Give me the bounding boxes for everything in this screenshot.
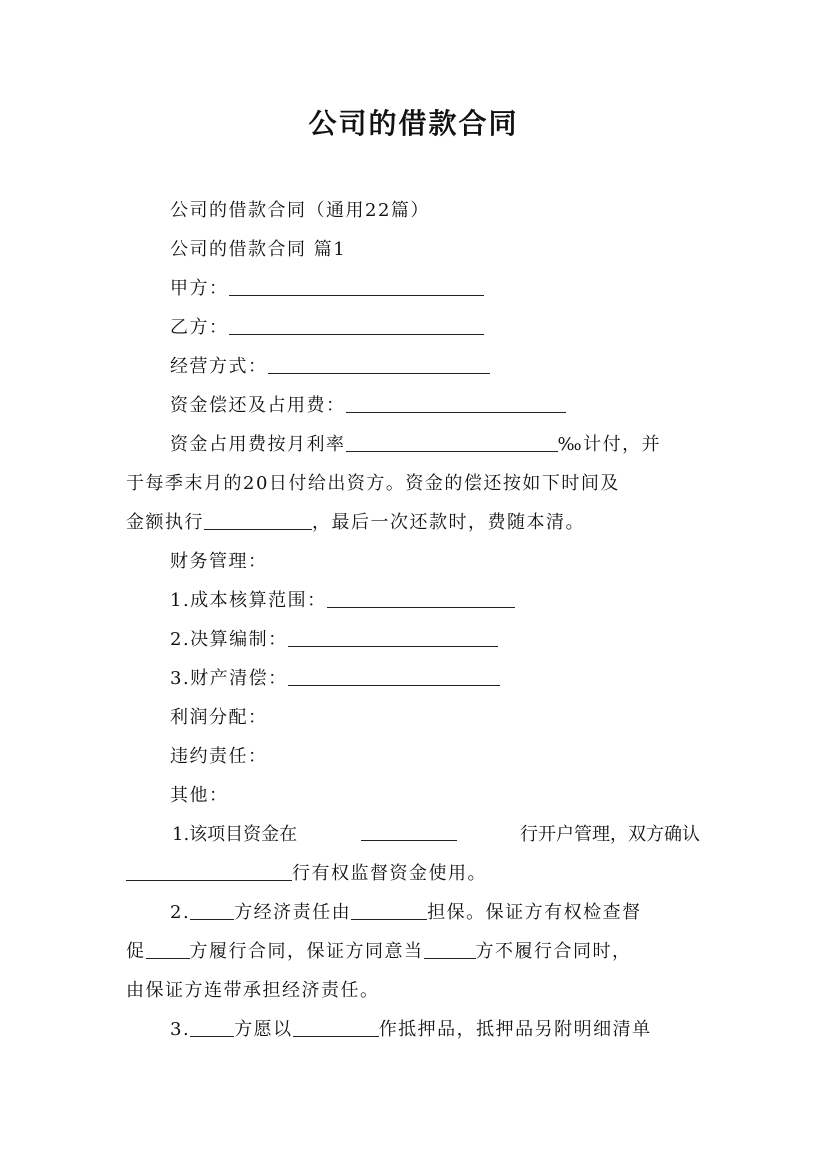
finance-heading: 财务管理： [170, 551, 268, 572]
obligor-blank [146, 940, 190, 959]
final-accounts-blank [288, 628, 498, 647]
cost-scope-blank [327, 589, 515, 608]
liability-heading: 违约责任： [170, 746, 268, 767]
guarantor-blank [351, 901, 427, 920]
collateral-line: 3. 方愿以 作抵押品，抵押品另附明细清单 [170, 1019, 652, 1040]
party-a-line: 甲方： [170, 276, 484, 302]
section-heading: 公司的借款合同 篇1 [170, 239, 347, 260]
business-mode-blank [268, 355, 490, 374]
guarantee-party-blank [190, 901, 234, 920]
pledgor-blank [190, 1018, 234, 1037]
document-title: 公司的借款合同 [308, 107, 519, 140]
amount-line: 金额执行 ，最后一次还款时，费随本清。 [126, 512, 585, 533]
final-accounts-line: 2.决算编制： [170, 627, 498, 653]
supervising-bank-blank [126, 862, 292, 881]
party-a-blank [229, 277, 484, 296]
guarantee-terms-line: 促 方履行合同，保证方同意当 方不履行合同时， [126, 941, 632, 962]
interest-rate-blank [346, 433, 558, 452]
property-settlement-line: 3.财产清偿： [170, 666, 500, 692]
other-heading: 其他： [170, 785, 229, 806]
party-b-blank [229, 316, 484, 335]
guarantee-line: 2. 方经济责任由 担保。保证方有权检查督 [170, 902, 642, 923]
account-management-line: 1.该项目资金在 行开户管理，双方确认 [172, 824, 700, 845]
repayment-line: 资金偿还及占用费： [170, 393, 566, 419]
profit-distribution-heading: 利润分配： [170, 707, 268, 728]
party-b-line: 乙方： [170, 315, 484, 341]
bank-blank [361, 822, 457, 841]
subtitle-line: 公司的借款合同（通用22篇） [170, 200, 430, 221]
repayment-blank [346, 394, 566, 413]
supervision-line: 行有权监督资金使用。 [126, 861, 487, 887]
property-settlement-blank [288, 667, 500, 686]
cost-scope-line: 1.成本核算范围： [170, 588, 515, 614]
payment-schedule-line: 于每季末月的20日付给出资方。资金的偿还按如下时间及 [126, 473, 620, 494]
amount-blank [204, 511, 312, 530]
collateral-blank [293, 1018, 379, 1037]
defaulting-party-blank [424, 940, 476, 959]
joint-liability-line: 由保证方连带承担经济责任。 [126, 980, 380, 1001]
business-mode-line: 经营方式： [170, 354, 490, 380]
interest-rate-line: 资金占用费按月利率 ‰计付，并 [170, 434, 662, 455]
